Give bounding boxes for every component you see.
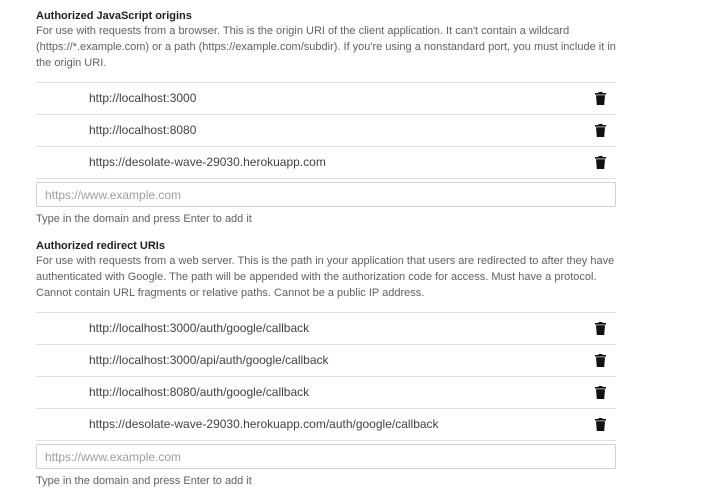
trash-icon[interactable] [595, 418, 606, 431]
js-origin-row [36, 83, 616, 115]
js-origin-hint: Type in the domain and press Enter to add it [36, 213, 252, 225]
redirect-uri-input[interactable] [36, 444, 616, 469]
redirect-uri-row [36, 345, 616, 377]
trash-icon[interactable] [595, 156, 606, 169]
js-origin-uri: http://localhost:8080 [89, 123, 197, 137]
redirect-uri-row [36, 313, 616, 345]
js-origin-uri: http://localhost:3000 [89, 91, 197, 105]
redirect-uri: http://localhost:3000/auth/google/callback [89, 321, 310, 335]
js-origin-row [36, 115, 616, 147]
js-origins-description: For use with requests from a browser. This is the origin URI of the client application. It can't contain a wildcard (https://*.example.com) or a path (https://example.com/subdir). If you're using a nonstandard port, you must include it in the origin URI. [36, 25, 616, 69]
js-origins-section [36, 9, 616, 226]
js-origin-row [36, 147, 616, 179]
js-origins-title: Authorized JavaScript origins [36, 10, 192, 22]
redirect-uris-list [36, 312, 616, 441]
trash-icon[interactable] [595, 386, 606, 399]
js-origin-uri: https://desolate-wave-29030.herokuapp.com [89, 155, 326, 169]
redirect-uri: http://localhost:3000/api/auth/google/callback [89, 353, 329, 367]
trash-icon[interactable] [595, 124, 606, 137]
redirect-uri: http://localhost:8080/auth/google/callback [89, 385, 310, 399]
redirect-uris-title: Authorized redirect URIs [36, 240, 165, 252]
redirect-uri-hint: Type in the domain and press Enter to add it [36, 475, 252, 487]
redirect-uri-row [36, 377, 616, 409]
js-origins-list [36, 82, 616, 179]
trash-icon[interactable] [595, 322, 606, 335]
trash-icon[interactable] [595, 354, 606, 367]
redirect-uris-section [36, 239, 616, 488]
redirect-uri-row [36, 409, 616, 441]
redirect-uri: https://desolate-wave-29030.herokuapp.com/auth/google/callback [89, 417, 439, 431]
redirect-uris-description: For use with requests from a web server. This is the path in your application that users are redirected to after they have authenticated with Google. The path will be appended with the authorization code for access. Must have a protocol. Cannot contain URL fragments or relative paths. Cannot be a public IP address. [36, 255, 615, 299]
js-origin-input[interactable] [36, 182, 616, 207]
trash-icon[interactable] [595, 92, 606, 105]
